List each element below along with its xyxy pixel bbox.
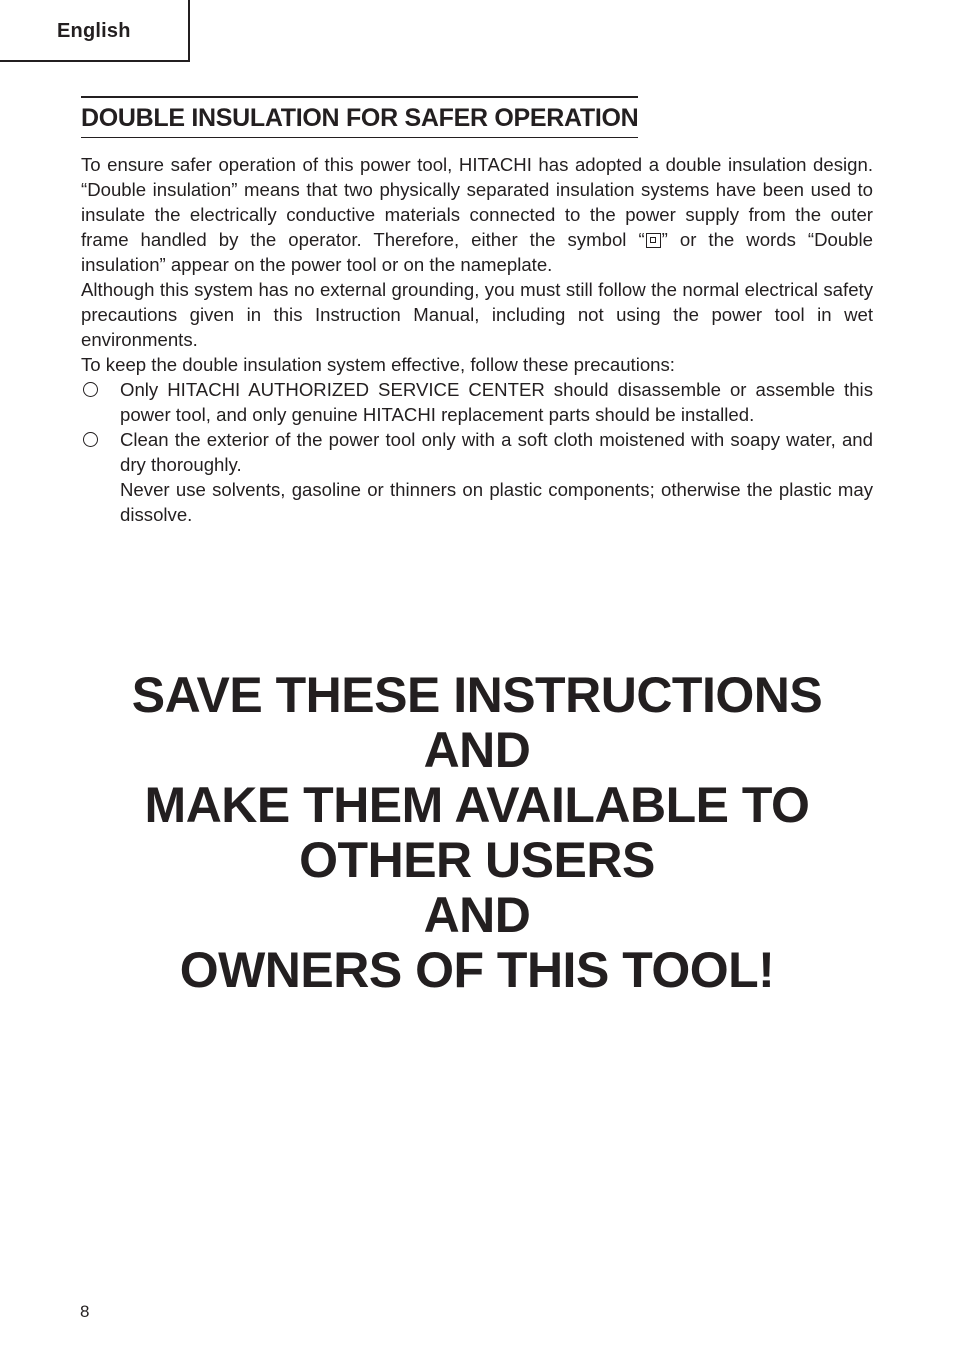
precautions-list xyxy=(81,377,873,527)
notice-line: AND xyxy=(423,722,531,778)
list-item-text: Clean the exterior of the power tool only with a soft cloth moistened with soapy water, and dry thoroughly. xyxy=(120,429,873,475)
intro-paragraph xyxy=(81,152,873,277)
precautions-intro: To keep the double insulation system effective, follow these precautions: xyxy=(81,354,675,375)
notice-line: OWNERS OF THIS TOOL! xyxy=(179,942,775,998)
section-title: DOUBLE INSULATION FOR SAFER OPERATION xyxy=(81,96,638,138)
list-item xyxy=(81,377,873,427)
language-tab xyxy=(0,0,190,62)
circle-bullet-icon xyxy=(83,382,98,397)
list-item-note: Never use solvents, gasoline or thinners on plastic components; otherwise the plastic may dissolve. xyxy=(120,479,873,525)
intro-text-end: ” or the words “Double insulation” appear on the power tool or on the nameplate. xyxy=(81,229,873,275)
save-instructions-notice xyxy=(0,668,954,998)
double-insulation-icon xyxy=(646,233,661,248)
list-item-text: Only HITACHI AUTHORIZED SERVICE CENTER should disassemble or assemble this power tool, and only genuine HITACHI replacement parts should be installed. xyxy=(120,379,873,425)
double-insulation-section xyxy=(81,96,873,527)
list-item xyxy=(81,427,873,527)
notice-line: AND xyxy=(423,887,531,943)
intro-text-start: To ensure safer operation of this power tool, HITACHI has adopted a double insulation design. “Double insulation” means that two physically separated insulation systems have been used to insulate the electrically conductive materials connected to the power supply from the outer frame handled by the operator. Therefore, either the symbol “ xyxy=(81,154,873,250)
notice-line: MAKE THEM AVAILABLE TO xyxy=(144,777,810,833)
page-number: 8 xyxy=(80,1302,90,1321)
section-body xyxy=(81,152,873,527)
grounding-paragraph: Although this system has no external grounding, you must still follow the normal electrical safety precautions given in this Instruction Manual, including not using the power tool in wet environments. xyxy=(81,279,873,350)
notice-line: SAVE THESE INSTRUCTIONS xyxy=(131,667,823,723)
language-label: English xyxy=(57,20,131,42)
circle-bullet-icon xyxy=(83,432,98,447)
notice-line: OTHER USERS xyxy=(299,832,655,888)
